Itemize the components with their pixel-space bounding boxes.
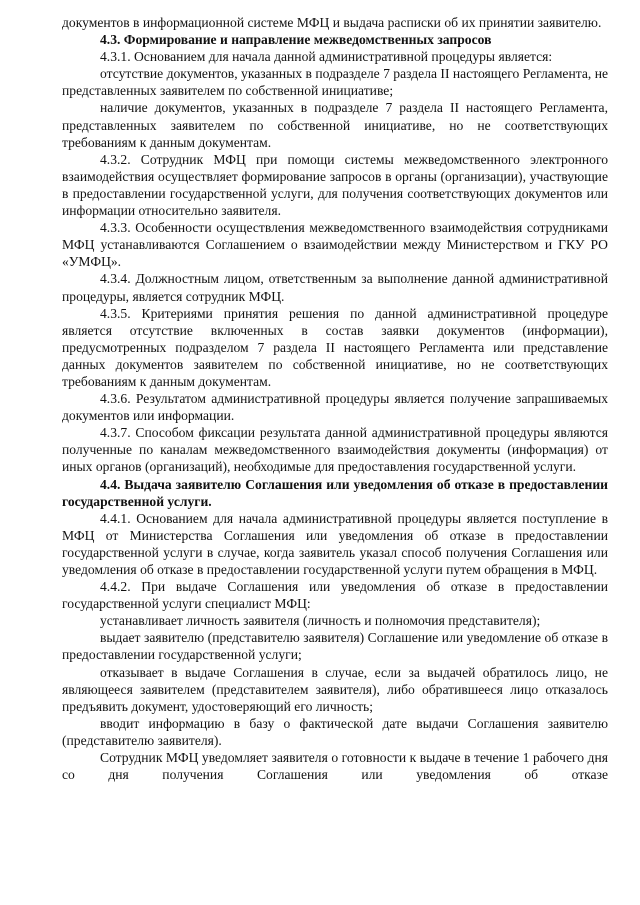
paragraph-4-3-5: 4.3.5. Критериями принятия решения по данной административной процедуре является отсутствие включенных в состав заявки документов (информации), предусмотренных подразделом 7 раздела II настоящего Регламента или представление данных документов заявителем по собственной инициативе, но не соответствующих требованиям к данным документам. <box>62 305 608 389</box>
paragraph-4-3-3: 4.3.3. Особенности осуществления межведомственного взаимодействия сотрудниками МФЦ устанавливаются Соглашением о взаимодействии между Министерством и ГКУ РО «УМФЦ». <box>62 220 608 270</box>
paragraph-absence-documents: отсутствие документов, указанных в подразделе 7 раздела II настоящего Регламента, не представленных заявителем по собственной инициативе; <box>62 66 608 99</box>
section-heading-4-4: 4.4. Выдача заявителю Соглашения или уведомления об отказе в предоставлении государственной услуги. <box>62 476 608 509</box>
paragraph-4-3-4: 4.3.4. Должностным лицом, ответственным за выполнение данной административной процедуры, является сотрудник МФЦ. <box>62 271 608 304</box>
paragraph-issues-agreement: выдает заявителю (представителю заявителя) Соглашение или уведомление об отказе в предоставлении государственной услуги; <box>62 630 608 663</box>
paragraph-4-3-1: 4.3.1. Основанием для начала данной административной процедуры является: <box>100 49 553 65</box>
paragraph-4-4-1: 4.4.1. Основанием для начала административной процедуры является поступление в МФЦ от Министерства Соглашения или уведомления об отказе в предоставлении государственной услуги в случае, когда заявитель указал способ получения Соглашения или уведомления об отказе в предоставлении государственной услуги путем обращения в МФЦ. <box>62 510 608 577</box>
document-page <box>62 14 608 783</box>
paragraph-4-3-2: 4.3.2. Сотрудник МФЦ при помощи системы межведомственного электронного взаимодействия осуществляет формирование запросов в органы (организации), участвующие в предоставлении государственной услуги, для получения соответствующих документов или информации относительно заявителя. <box>62 151 608 219</box>
paragraph-identity: устанавливает личность заявителя (личность и полномочия представителя); <box>100 613 541 629</box>
paragraph-presence-documents: наличие документов, указанных в подразделе 7 раздела II настоящего Регламента, представленных заявителем по собственной инициативе, но не соответствующих требованиям к данным документам. <box>62 100 608 150</box>
paragraph-notifies-applicant: Сотрудник МФЦ уведомляет заявителя о готовности к выдаче в течение 1 рабочего дня со дня получения Соглашения или уведомления об отказе <box>62 750 608 783</box>
paragraph-continuation: документов в информационной системе МФЦ и выдача расписки об их принятии заявителю. <box>62 15 602 30</box>
paragraph-enters-info: вводит информацию в базу о фактической дате выдачи Соглашения заявителю (представителю заявителя). <box>62 715 608 748</box>
section-heading-4-3: 4.3. Формирование и направление межведомственных запросов <box>100 32 492 48</box>
paragraph-4-4-2: 4.4.2. При выдаче Соглашения или уведомления об отказе в предоставлении государственной услуги специалист МФЦ: <box>62 579 608 612</box>
paragraph-refuses-issue: отказывает в выдаче Соглашения в случае, если за выдачей обратилось лицо, не являющееся заявителем (представителем заявителя), либо обратившееся лицо отказалось предъявить документ, удостоверяющий его личность; <box>62 664 608 714</box>
paragraph-4-3-7: 4.3.7. Способом фиксации результата данной административной процедуры являются полученные по каналам межведомственного взаимодействия документы (информация) от иных органов (организаций), необходимые для предоставления государственной услуги. <box>62 425 608 475</box>
paragraph-4-3-6: 4.3.6. Результатом административной процедуры является получение запрашиваемых документов или информации. <box>62 391 608 424</box>
